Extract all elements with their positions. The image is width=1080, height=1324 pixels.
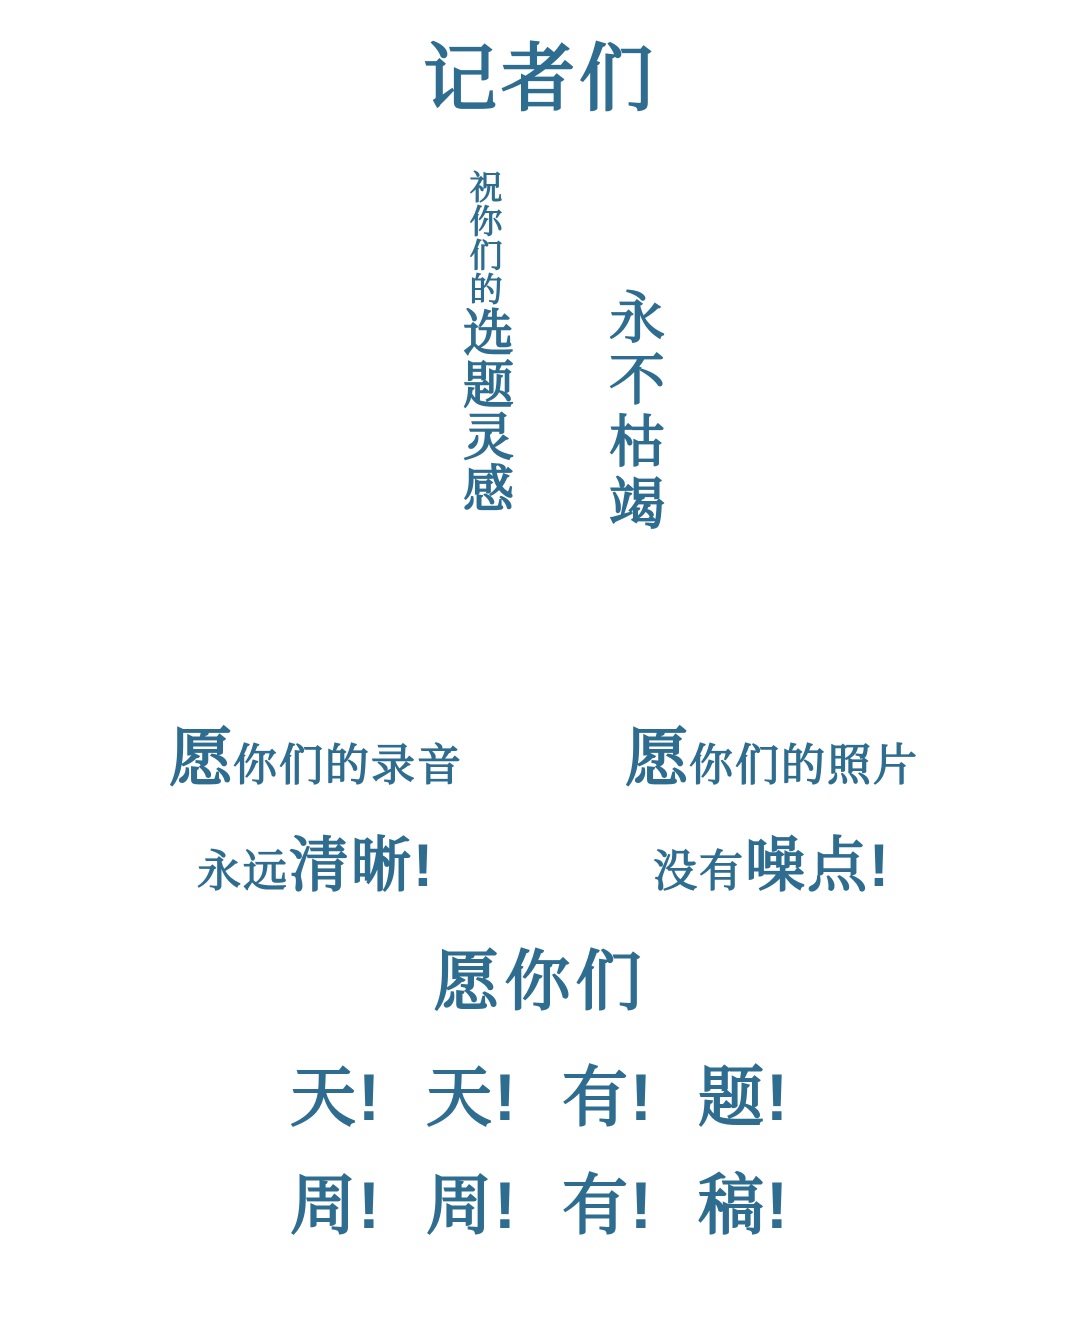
- slogan-word: 有!: [562, 1168, 654, 1242]
- wish-photo-subject: 你们的照片: [689, 741, 919, 790]
- slogan-word: 周!: [290, 1168, 383, 1242]
- wish-recording-line1: [116, 722, 516, 794]
- wish-recording-subject: 你们的录音: [233, 741, 463, 790]
- slogan-word: 稿!: [697, 1168, 790, 1242]
- vertical-blessing-topic: 选题灵感: [455, 306, 513, 514]
- vertical-blessing-prefix: 祝你们的: [465, 170, 503, 306]
- wish-photo-adverb: 没有: [653, 847, 745, 896]
- wish-photo-block: [572, 722, 972, 899]
- wish-photo-line1: [572, 722, 972, 794]
- wish-recording-block: [116, 722, 516, 899]
- slogan-weekly-line: [0, 1168, 1080, 1242]
- wish-recording-result: 清晰!: [289, 832, 435, 899]
- slogan-word: 题!: [697, 1060, 790, 1134]
- closing-heading: 愿你们: [433, 944, 647, 1018]
- slogan-word: 有!: [562, 1060, 654, 1134]
- wish-recording-lead-char: 愿: [169, 722, 233, 794]
- slogan-daily-line: [0, 1060, 1080, 1134]
- slogan-word: 天!: [426, 1060, 518, 1134]
- slogan-word: 周!: [426, 1168, 518, 1242]
- wish-photo-result: 噪点!: [745, 832, 891, 899]
- wish-photo-lead-char: 愿: [625, 722, 689, 794]
- slogan-word: 天!: [290, 1060, 383, 1134]
- poster-title: 记者们: [423, 37, 657, 120]
- vertical-blessing-column: [455, 170, 513, 514]
- wish-recording-adverb: 永远: [197, 847, 289, 896]
- vertical-never-dry-column: 永不枯竭: [602, 288, 665, 536]
- wish-photo-line2: [572, 832, 972, 899]
- wish-recording-line2: [116, 832, 516, 899]
